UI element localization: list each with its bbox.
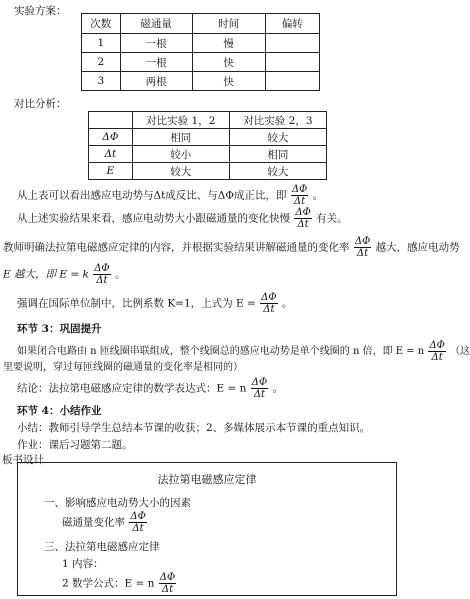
plan-cell: 3	[82, 72, 121, 91]
para3-text-b: 越大，感应电动势	[375, 241, 460, 254]
paragraph-2	[17, 207, 348, 230]
plan-cell	[265, 72, 319, 91]
para2-text: 从上述实验结果来看，感应电动势大小跟磁通量的变化快慢	[17, 212, 290, 225]
compare-row-label: E	[89, 163, 133, 180]
delta-phi-over-delta-t: $\frac{\Delta\Phi}{\Delta t}$	[295, 207, 311, 230]
delta-phi-over-delta-t: $\frac{\Delta\Phi}{\Delta t}$	[159, 572, 176, 595]
plan-cell: 慢	[192, 34, 265, 53]
para5-text: 如果闭合电路由 n 匝线圈串联组成，整个线圈总的感应电动势是单个线圈的 n 倍，即 E = n	[17, 346, 425, 357]
plan-cell: 快	[192, 53, 265, 72]
delta-phi-over-delta-t: $\frac{\Delta\Phi}{\Delta t}$	[291, 184, 308, 207]
plan-header-cell: 次数	[82, 14, 121, 34]
delta-phi-over-delta-t: $\frac{\Delta\Phi}{\Delta t}$	[354, 236, 371, 259]
board-design-box	[17, 462, 397, 596]
table-row	[82, 72, 320, 91]
plan-header-cell: 偏转	[265, 14, 319, 34]
para2-end: 有关。	[316, 212, 348, 225]
plan-cell: 快	[192, 72, 265, 91]
paragraph-4	[17, 292, 292, 315]
para6-text: 结论：法拉第电磁感应定律的数学表达式：E = n	[17, 382, 247, 395]
section-compare-label: 对比分析：	[14, 98, 67, 110]
compare-row-label: Δt	[89, 146, 133, 163]
heading-step-3: 环节 3：巩固提升	[17, 323, 102, 335]
compare-cell: 较大	[229, 163, 326, 180]
plan-cell	[265, 34, 319, 53]
plan-cell: 2	[82, 53, 121, 72]
plan-header-cell: 磁通量	[120, 14, 192, 34]
para1-text: 从上表可以看出感应电动势与Δt成反比、与ΔΦ成正比，即	[17, 189, 287, 202]
plan-cell: 1	[82, 34, 121, 53]
paragraph-3-line-1	[3, 236, 460, 259]
paragraph-1	[17, 184, 323, 207]
table-row	[89, 129, 327, 146]
table-row	[82, 53, 320, 72]
para5-end: （这	[450, 346, 470, 357]
para4-text: 强调在国际单位制中，比例系数 K=1，上式为 E =	[17, 297, 256, 310]
delta-phi-over-delta-t: $\frac{\Delta\Phi}{\Delta t}$	[261, 292, 277, 315]
para3-formula: E 越大，即 E = k	[3, 268, 89, 281]
homework-text: 作业：课后习题第二题。	[17, 439, 133, 451]
plan-cell: 一根	[120, 34, 192, 53]
summary-text: 小结：教师引导学生总结本节课的收获；2、多媒体展示本节课的重点知识。	[17, 422, 371, 434]
paragraph-3-line-2	[3, 263, 125, 286]
delta-phi-over-delta-t: $\frac{\Delta\Phi}{\Delta t}$	[94, 263, 110, 286]
para1-end: 。	[312, 189, 324, 202]
compare-table	[88, 111, 327, 180]
heading-step-4: 环节 4：小结作业	[17, 405, 102, 417]
compare-cell: 相同	[132, 129, 229, 146]
compare-cell: 相同	[229, 146, 326, 163]
board-item-3-a: 1 内容：	[62, 558, 104, 570]
plan-cell	[265, 53, 319, 72]
board-title: 法拉第电磁感应定律	[157, 473, 257, 486]
delta-phi-over-delta-t: $\frac{\Delta\Phi}{\Delta t}$	[429, 340, 445, 363]
table-row	[89, 146, 327, 163]
board-design-label: 板书设计	[2, 454, 44, 466]
delta-phi-over-delta-t: $\frac{\Delta\Phi}{\Delta t}$	[251, 377, 268, 400]
section-plan-label: 实验方案：	[14, 5, 67, 17]
delta-phi-over-delta-t: $\frac{\Delta\Phi}{\Delta t}$	[130, 511, 146, 534]
compare-header-cell	[89, 112, 133, 129]
table-row	[89, 163, 327, 180]
compare-cell: 较大	[229, 129, 326, 146]
plan-table	[81, 13, 320, 91]
paragraph-6	[17, 377, 283, 400]
para4-end: 。	[281, 297, 293, 310]
compare-header-cell: 对比实验 1，2	[132, 112, 229, 129]
para6-end: 。	[272, 382, 284, 395]
plan-header-cell: 时间	[192, 14, 265, 34]
plan-cell: 一根	[120, 53, 192, 72]
board-item-1-sub: 磁通量变化率 $\frac{\Delta\Phi}{\Delta t}$	[62, 511, 146, 534]
table-row	[82, 34, 320, 53]
board-item-3-b: 2 数学公式：E = n $\frac{\Delta\Phi}{\Delta t}$	[62, 572, 176, 595]
compare-cell: 较小	[132, 146, 229, 163]
paragraph-5-line-2: 里要说明，穿过每匝线圈的磁通量的变化率是相同的）	[3, 362, 243, 373]
compare-row-label: ΔΦ	[89, 129, 133, 146]
board-item-3: 三、法拉第电磁感应定律	[44, 541, 160, 553]
para3-end: 。	[114, 268, 126, 281]
compare-cell: 较大	[132, 163, 229, 180]
compare-header-cell: 对比实验 2，3	[229, 112, 326, 129]
para3-text: 教师明确法拉第电磁感应定律的内容，并根据实验结果讲解磁通量的变化率	[3, 241, 350, 254]
board-item-1: 一、影响感应电动势大小的因素	[44, 497, 191, 509]
plan-cell: 两根	[120, 72, 192, 91]
